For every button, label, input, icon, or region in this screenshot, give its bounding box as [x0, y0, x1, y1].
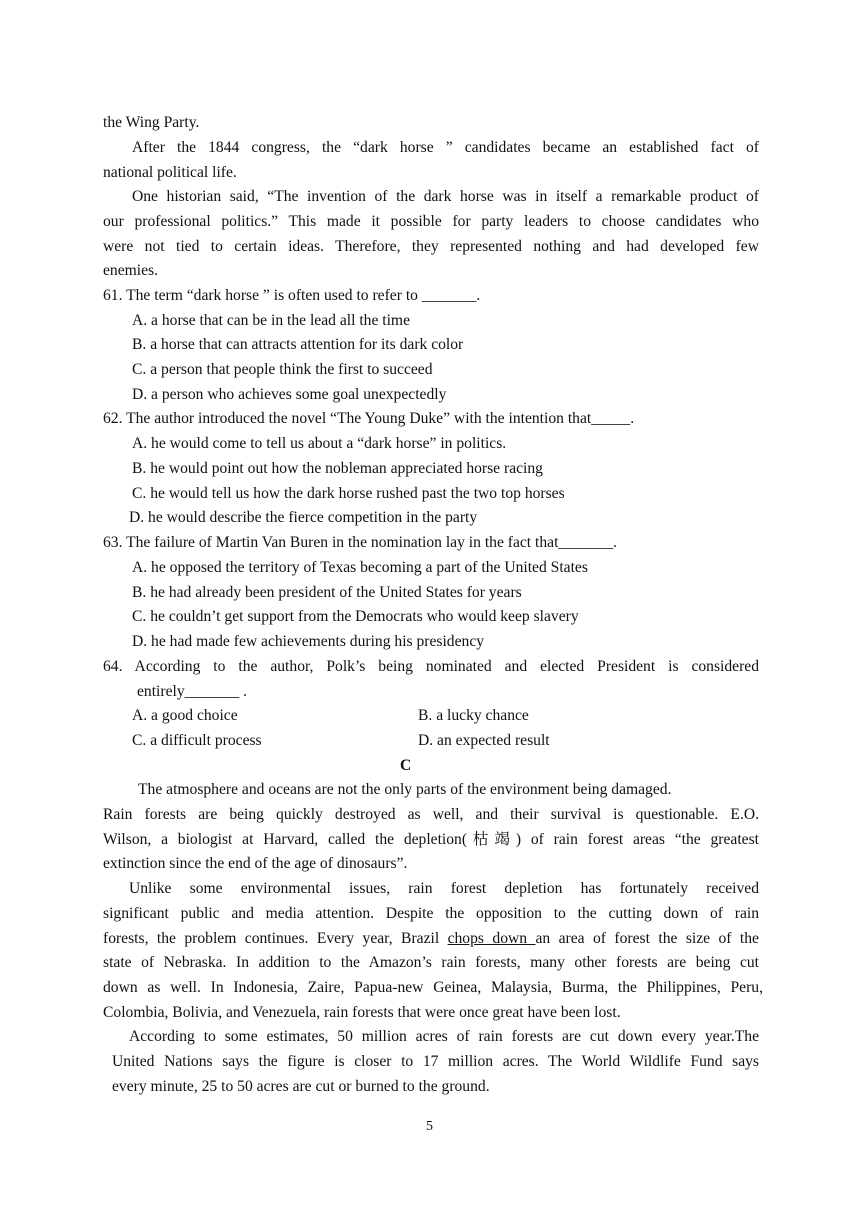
question-option: D. he had made few achievements during his presidency: [132, 633, 485, 650]
passage-line: The atmosphere and oceans are not the only parts of the environment being damaged.: [138, 781, 672, 798]
passage-line: our professional politics.” This made it possible for party leaders to choose candidates who: [103, 213, 759, 230]
passage-line: extinction since the end of the age of dinosaurs”.: [103, 855, 408, 872]
question-option: C. he couldn’t get support from the Democrats who would keep slavery: [132, 608, 579, 625]
passage-line: [103, 929, 759, 948]
passage-line: were not tied to certain ideas. Therefore, they represented nothing and had developed few: [103, 238, 759, 255]
passage-line: Colombia, Bolivia, and Venezuela, rain forests that were once great have been lost.: [103, 1004, 621, 1021]
passage-line: After the 1844 congress, the “dark horse ” candidates became an established fact of: [132, 139, 759, 156]
question-option: B. he would point out how the nobleman appreciated horse racing: [132, 460, 543, 477]
question-option: B. he had already been president of the United States for years: [132, 584, 522, 601]
passage-line: down as well. In Indonesia, Zaire, Papua-new Geinea, Malaysia, Burma, the Philippines, Peru,: [103, 979, 763, 996]
question-stem-63: 63. The failure of Martin Van Buren in the nomination lay in the fact that_______.: [103, 534, 617, 551]
underlined-phrase: chops down: [447, 930, 536, 947]
question-option: B. a lucky chance: [418, 707, 529, 724]
question-option: A. a horse that can be in the lead all the time: [132, 312, 410, 329]
section-heading: C: [400, 757, 412, 774]
question-option: D. an expected result: [418, 732, 550, 749]
question-option: D. he would describe the fierce competition in the party: [129, 509, 478, 526]
passage-line: According to some estimates, 50 million acres of rain forests are cut down every year.The: [129, 1028, 759, 1045]
passage-line: every minute, 25 to 50 acres are cut or burned to the ground.: [112, 1078, 490, 1095]
question-option: C. a person that people think the first to succeed: [132, 361, 433, 378]
passage-line: state of Nebraska. In addition to the Amazon’s rain forests, many other forests are being cut: [103, 954, 759, 971]
passage-text: an area of forest the size of the: [535, 930, 759, 947]
passage-line: the Wing Party.: [103, 114, 200, 131]
passage-line: One historian said, “The invention of the dark horse was in itself a remarkable product of: [132, 188, 759, 205]
passage-line: Rain forests are being quickly destroyed as well, and their survival is questionable. E.O.: [103, 806, 759, 823]
question-option: C. a difficult process: [132, 732, 262, 749]
question-option: A. he opposed the territory of Texas becoming a part of the United States: [132, 559, 588, 576]
question-stem-64-cont: entirely_______ .: [137, 683, 248, 700]
question-option: B. a horse that can attracts attention for its dark color: [132, 336, 464, 353]
passage-line: enemies.: [103, 262, 158, 279]
passage-line: Unlike some environmental issues, rain forest depletion has fortunately received: [129, 880, 759, 897]
page-number: 5: [426, 1119, 433, 1134]
question-option: A. a good choice: [132, 707, 238, 724]
question-option: C. he would tell us how the dark horse rushed past the two top horses: [132, 485, 565, 502]
passage-text: forests, the problem continues. Every year, Brazil: [103, 930, 448, 947]
question-stem-61: 61. The term “dark horse ” is often used to refer to _______.: [103, 287, 481, 304]
passage-line: United Nations says the figure is closer to 17 million acres. The World Wildlife Fund says: [112, 1053, 759, 1070]
passage-line: significant public and media attention. Despite the opposition to the cutting down of rain: [103, 905, 759, 922]
passage-line: national political life.: [103, 164, 237, 181]
question-option: D. a person who achieves some goal unexpectedly: [132, 386, 447, 403]
passage-line: Wilson, a biologist at Harvard, called the depletion(枯竭) of rain forest areas “the greatest: [103, 831, 759, 848]
question-option: A. he would come to tell us about a “dark horse” in politics.: [132, 435, 507, 452]
question-stem-62: 62. The author introduced the novel “The Young Duke” with the intention that_____.: [103, 410, 635, 427]
question-stem-64: 64. According to the author, Polk’s being nominated and elected President is considered: [103, 658, 759, 675]
